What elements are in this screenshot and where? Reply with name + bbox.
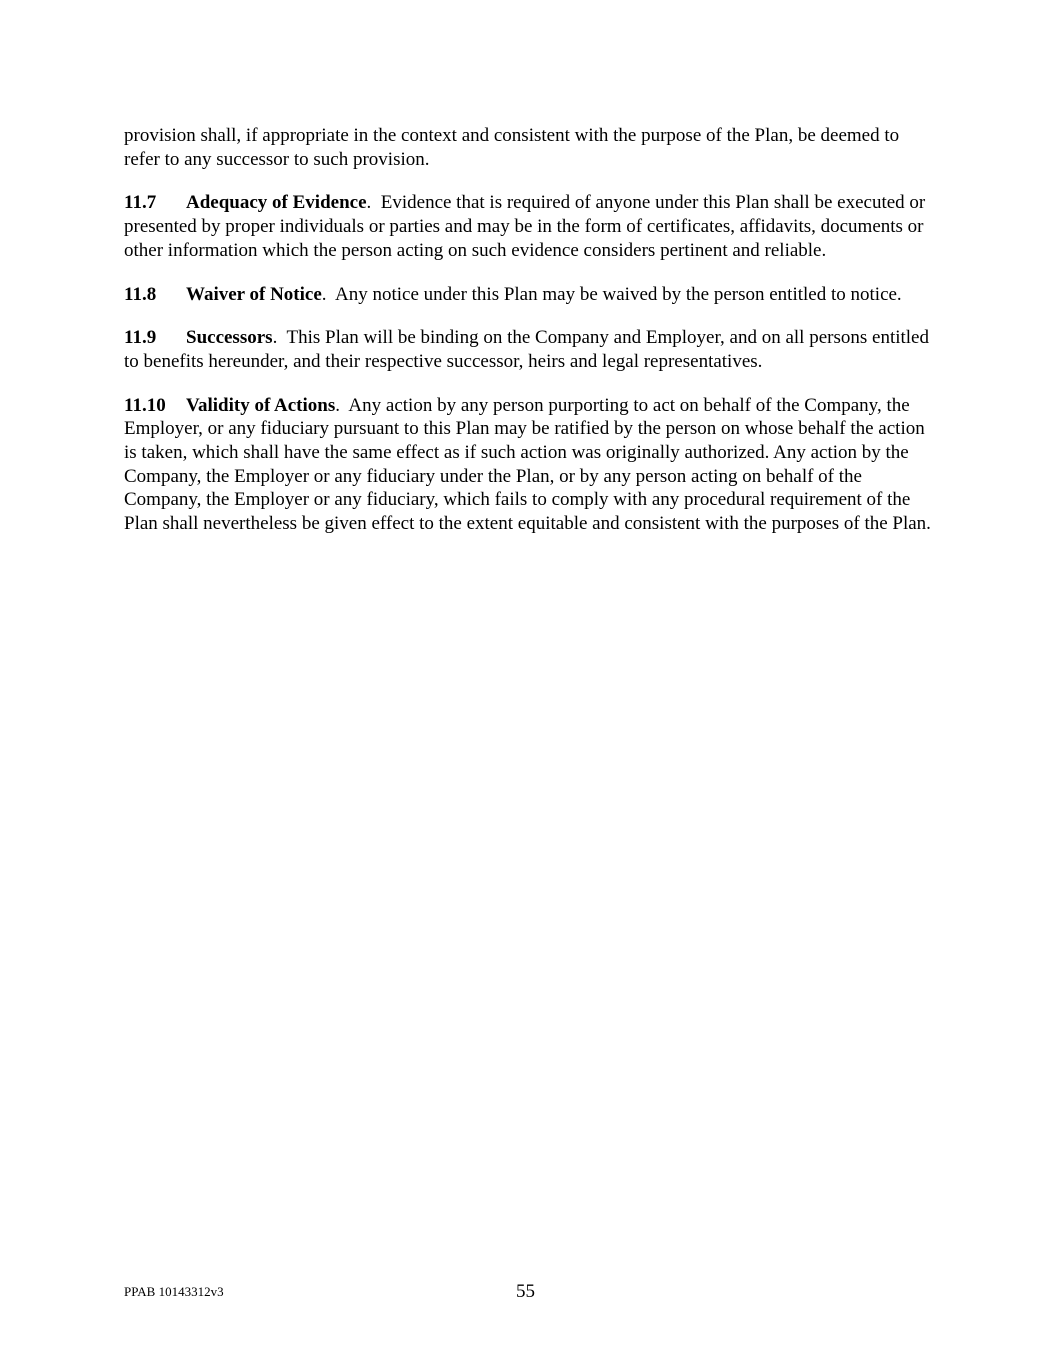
section-text: Evidence that is required of anyone under this Plan shall be executed or presented by proper individuals or parties and may be in the form of certificates, affidavits, documents or other information which the person acting on such evidence considers pertinent and reliable. — [124, 192, 926, 261]
section-number: 11.7 — [124, 192, 157, 214]
section-heading: Successors — [186, 327, 273, 349]
section-heading: Adequacy of Evidence — [186, 192, 367, 214]
section-text: This Plan will be binding on the Company and Employer, and on all persons entitled to benefits hereunder, and their respective successor, heirs and legal representatives. — [124, 327, 929, 372]
section-11-7: 11.7 Adequacy of Evidence. Evidence that is required of anyone under this Plan shall be executed or presented by proper individuals or parties and may be in the form of certificates, affidavits, documents or other information which the person acting on such evidence considers pertinent and reliable. — [124, 192, 926, 261]
section-number: 11.9 — [124, 327, 157, 349]
section-11-8: 11.8 Waiver of Notice. Any notice under this Plan may be waived by the person entitled to notice. — [124, 283, 902, 305]
section-number: 11.8 — [124, 283, 157, 305]
page-number: 55 — [516, 1281, 535, 1302]
section-11-10: 11.10 Validity of Actions. Any action by any person purporting to act on behalf of the Company, the Employer, or any fiduciary pursuant to this Plan may be ratified by the person on whose behalf the action is taken, which shall have the same effect as if such action was originally authorized. Any action by the Company, the Employer or any fiduciary under the Plan, or by any person acting on behalf of the Company, the Employer or any fiduciary, which fails to comply with any procedural requirement of the Plan shall nevertheless be given effect to the extent equitable and consistent with the purposes of the Plan. — [124, 394, 931, 535]
document-body — [124, 124, 934, 556]
section-11-9: 11.9 Successors. This Plan will be binding on the Company and Employer, and on all persons entitled to benefits hereunder, and their respective successor, heirs and legal representatives. — [124, 327, 929, 372]
section-number: 11.10 — [124, 394, 166, 416]
continuation-paragraph: provision shall, if appropriate in the context and consistent with the purpose of the Plan, be deemed to refer to any successor to such provision. — [124, 125, 900, 170]
section-text: Any notice under this Plan may be waived by the person entitled to notice. — [334, 283, 902, 305]
section-text: Any action by any person purporting to act on behalf of the Company, the Employer, or any fiduciary pursuant to this Plan may be ratified by the person on whose behalf the action is taken, which shall have the same effect as if such action was originally authorized. Any action by the Company, the Employer or any fiduciary under the Plan, or by any person acting on behalf of the Company, the Employer or any fiduciary, which fails to comply with any procedural requirement of the Plan shall nevertheless be given effect to the extent equitable and consistent with the purposes of the Plan. — [124, 394, 931, 535]
footer-document-id: PPAB 10143312v3 — [124, 1284, 224, 1299]
section-heading: Waiver of Notice — [186, 283, 322, 305]
section-heading: Validity of Actions — [186, 394, 336, 416]
